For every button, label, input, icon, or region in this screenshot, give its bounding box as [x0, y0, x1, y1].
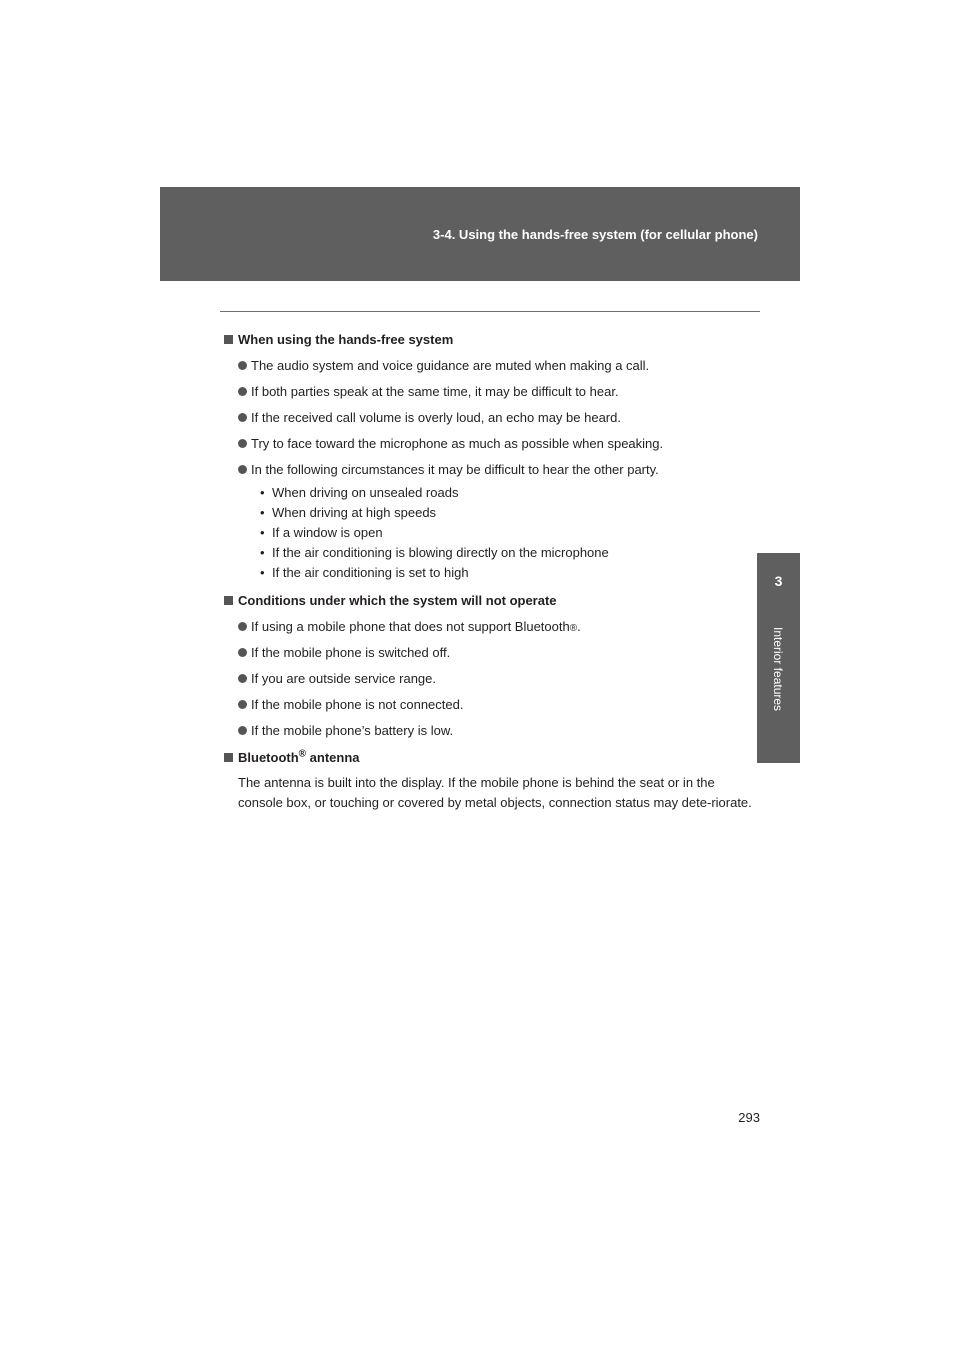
sub-item-text: If the air conditioning is blowing directly on the microphone	[272, 545, 609, 560]
header-title: 3-4. Using the hands-free system (for cellular phone)	[432, 227, 758, 242]
bullet-text: Try to face toward the microphone as much as possible when speaking.	[251, 436, 664, 451]
bullet-text: If the mobile phone is not connected.	[251, 697, 464, 712]
bullet-item	[238, 434, 760, 453]
bullet-item	[238, 695, 760, 714]
bullet-text: If the mobile phone is switched off.	[251, 645, 451, 660]
bullet-item	[238, 669, 760, 688]
sub-list-item: • If the air conditioning is blowing directly on the microphone	[260, 545, 609, 560]
bullet-item	[238, 721, 760, 740]
sub-item-text: If the air conditioning is set to high	[272, 565, 469, 580]
page-content	[224, 330, 760, 813]
header-rule	[220, 311, 760, 312]
section-heading-text: When using the hands-free system	[238, 332, 454, 347]
round-bullet-icon	[238, 726, 247, 735]
section-heading-hands-free	[224, 330, 760, 349]
bullet-text: If the received call volume is overly loud, an echo may be heard.	[251, 410, 621, 425]
sub-item-text: If a window is open	[272, 525, 383, 540]
page-number: 293	[738, 1110, 760, 1125]
round-bullet-icon	[238, 648, 247, 657]
bullet-text: If you are outside service range.	[251, 671, 436, 686]
round-bullet-icon	[238, 465, 247, 474]
bullet-text: If both parties speak at the same time, it may be difficult to hear.	[251, 384, 619, 399]
sub-list-item: • If a window is open	[260, 525, 383, 540]
square-bullet-icon	[224, 753, 233, 762]
sub-list-item: • When driving at high speeds	[260, 505, 437, 520]
antenna-paragraph: The antenna is built into the display. If the mobile phone is behind the seat or in the console box, or touching or covered by metal objects, connection status may dete-riorate.	[238, 775, 752, 810]
round-bullet-icon	[238, 387, 247, 396]
round-bullet-icon	[238, 361, 247, 370]
chapter-number: 3	[774, 573, 783, 589]
round-bullet-icon	[238, 413, 247, 422]
registered-mark: ®	[298, 748, 307, 760]
section-heading-antenna	[224, 748, 760, 767]
square-bullet-icon	[224, 335, 233, 344]
sub-list-item: • When driving on unsealed roads	[260, 485, 459, 500]
header-band	[160, 187, 800, 281]
bullet-item: If using a mobile phone that does not support Bluetooth ® .	[238, 617, 760, 636]
bullet-text: In the following circumstances it may be difficult to hear the other party.	[251, 462, 659, 477]
sub-item-text: When driving at high speeds	[272, 505, 437, 520]
sub-list	[260, 483, 760, 583]
sub-item-text: When driving on unsealed roads	[272, 485, 459, 500]
bullet-item	[238, 460, 760, 479]
bullet-item	[238, 356, 760, 375]
section-heading-text: Bluetooth® antenna	[238, 748, 360, 765]
section-heading-text: Conditions under which the system will not operate	[238, 593, 557, 608]
chapter-side-tab	[757, 553, 800, 763]
square-bullet-icon	[224, 596, 233, 605]
bullet-item	[238, 408, 760, 427]
bullet-text: If the mobile phone’s battery is low.	[251, 723, 454, 738]
bullet-text-end: .	[577, 619, 581, 634]
round-bullet-icon	[238, 700, 247, 709]
bullet-text: The audio system and voice guidance are muted when making a call.	[251, 358, 650, 373]
round-bullet-icon	[238, 622, 247, 631]
round-bullet-icon	[238, 439, 247, 448]
bullet-item	[238, 643, 760, 662]
section-heading-conditions	[224, 591, 760, 610]
chapter-label: Interior features	[771, 627, 785, 712]
sub-list-item: • If the air conditioning is set to high	[260, 565, 469, 580]
bullet-item	[238, 382, 760, 401]
round-bullet-icon	[238, 674, 247, 683]
bullet-text: If using a mobile phone that does not support Bluetooth	[251, 619, 570, 634]
